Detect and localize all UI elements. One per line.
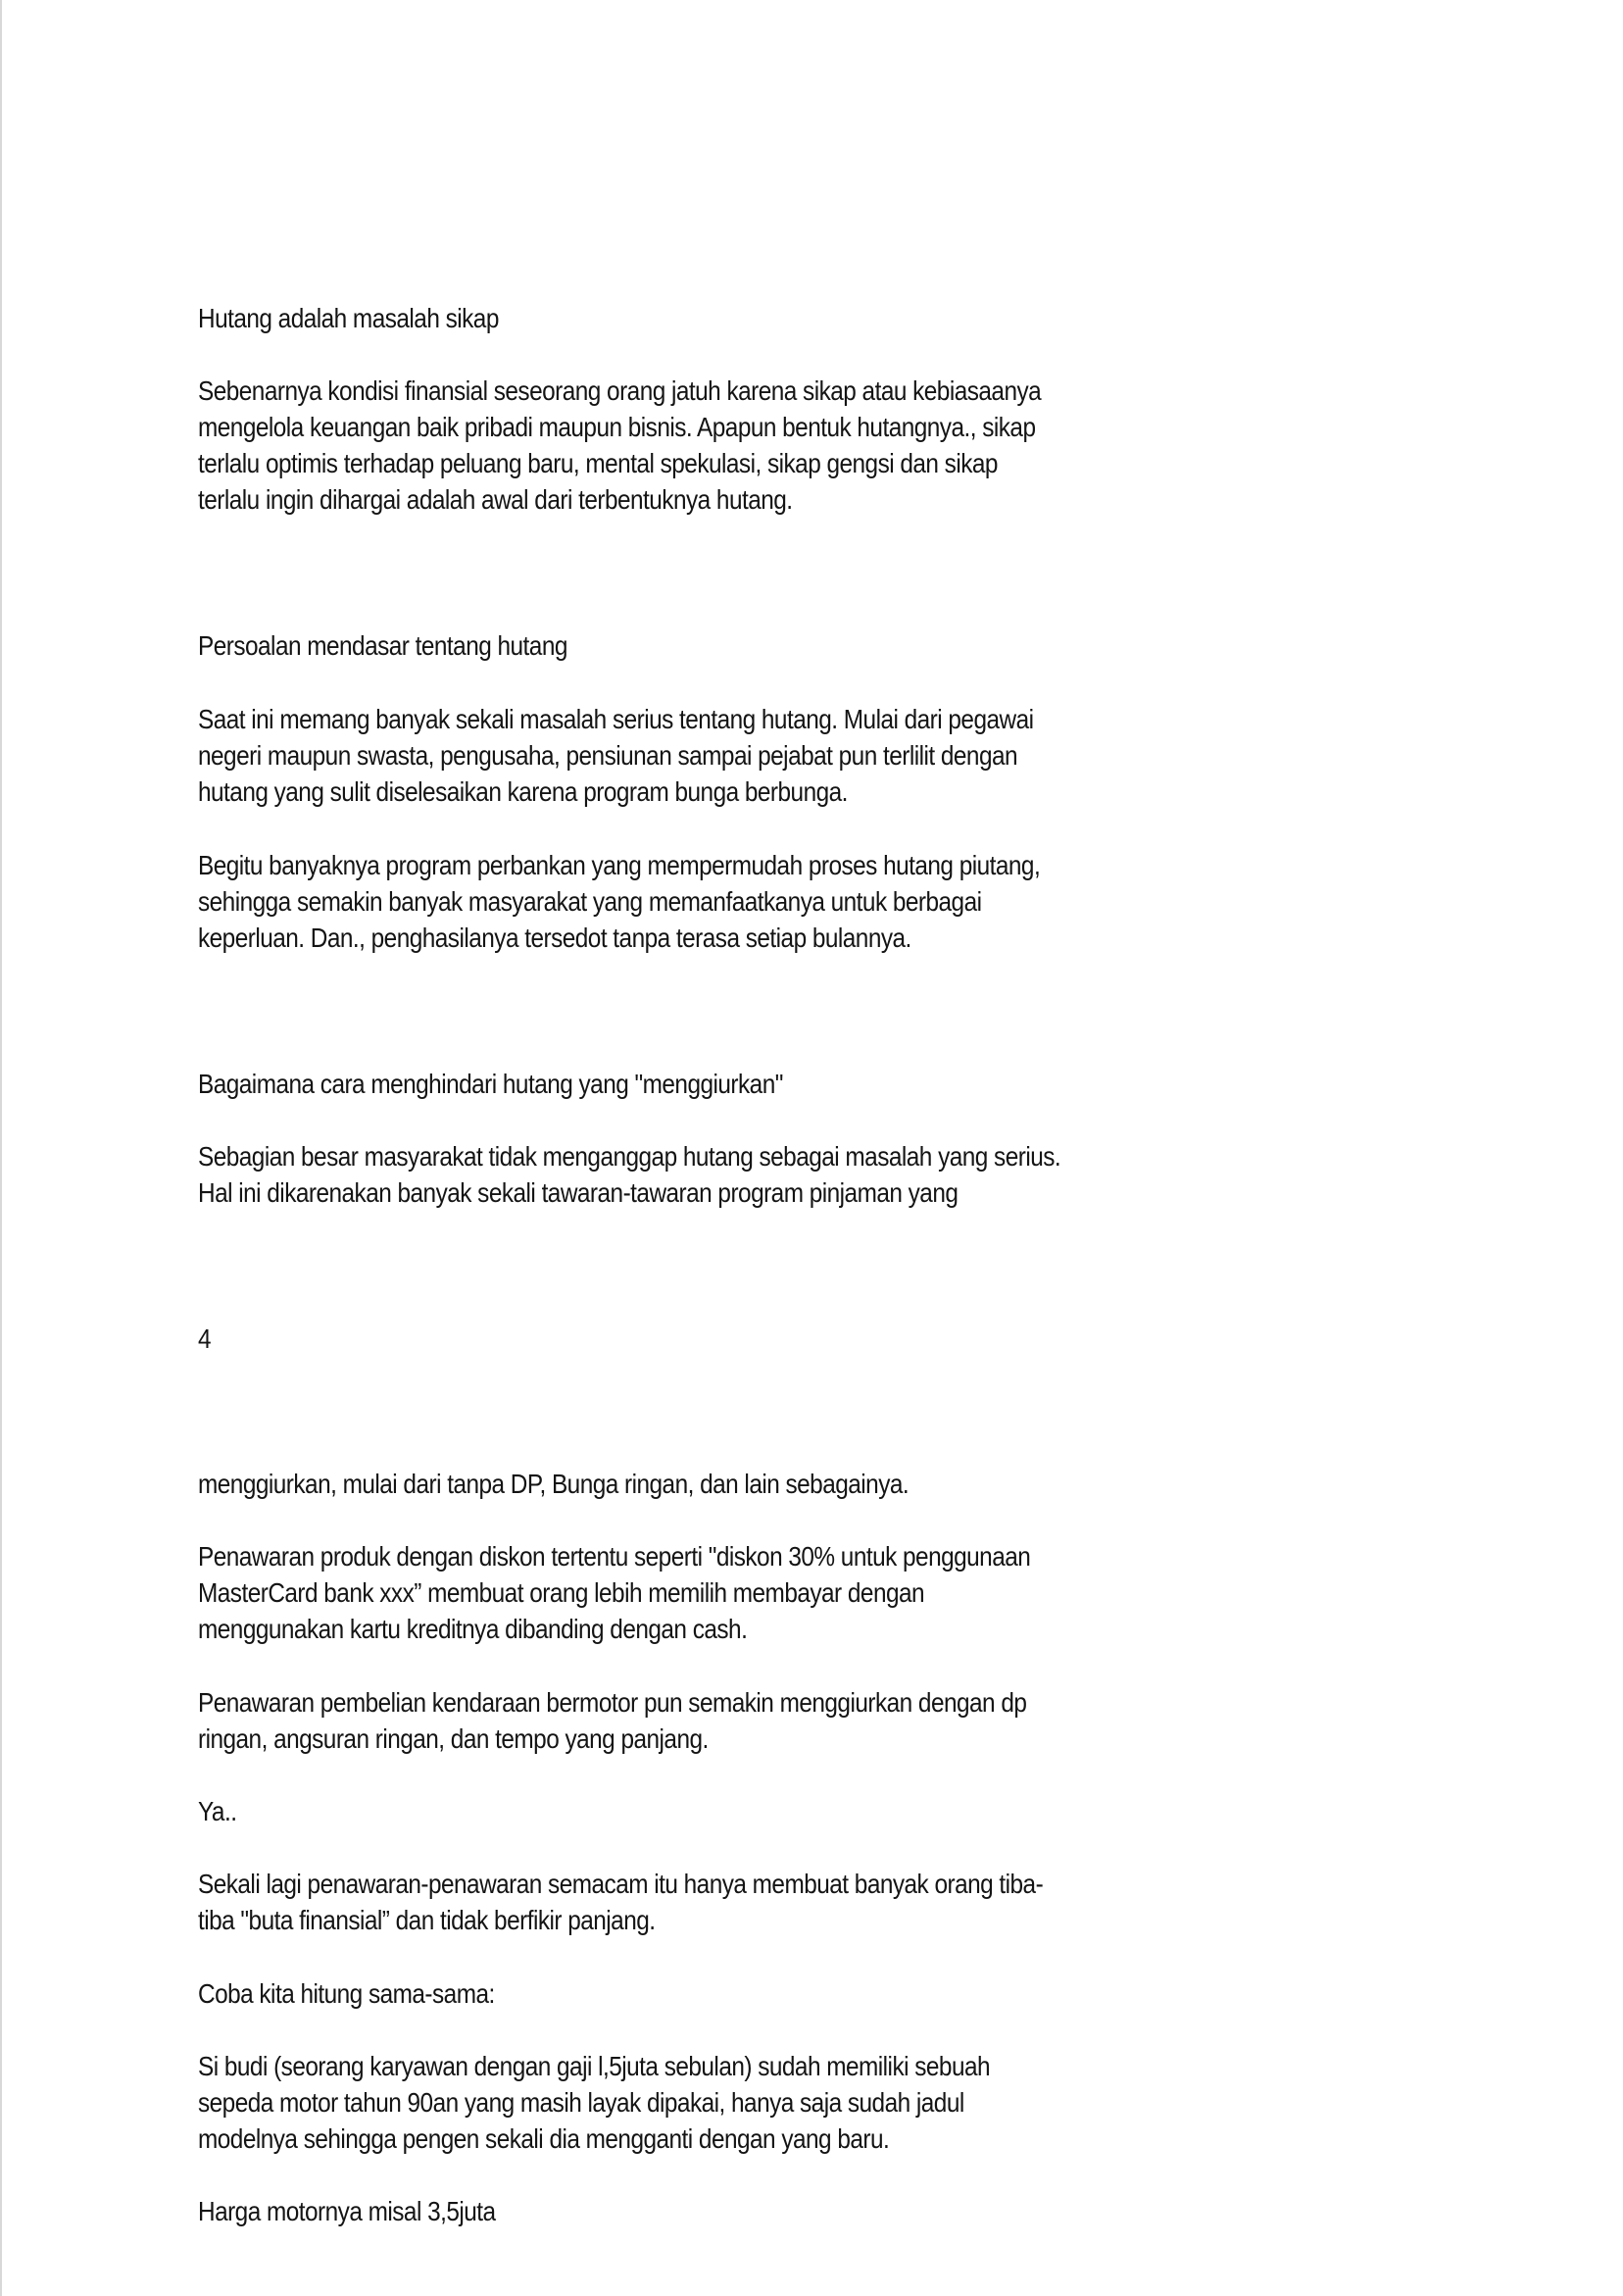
section-heading: Hutang adalah masalah sikap <box>198 303 499 333</box>
paragraph: Coba kita hitung sama-sama: <box>198 1978 495 2009</box>
page-number: 4 <box>198 1323 212 1354</box>
paragraph: Saat ini memang banyak sekali masalah serius tentang hutang. Mulai dari pegawai negeri maupun swasta, pengusaha, pensiunan sampai pejabat pun terlilit dengan hutang yang sulit diselesaikan karena program bunga berbunga. <box>198 704 1034 807</box>
paragraph: Sebenarnya kondisi finansial seseorang orang jatuh karena sikap atau kebiasaanya mengelola keuangan baik pribadi maupun bisnis. Apapun bentuk hutangnya., sikap terlalu optimis terhadap peluang baru, mental spekulasi, sikap gengsi dan sikap terlalu ingin dihargai adalah awal dari terbentuknya hutang. <box>198 375 1042 515</box>
paragraph: Sebagian besar masyarakat tidak menganggap hutang sebagai masalah yang serius. Hal ini dikarenakan banyak sekali tawaran-tawaran program pinjaman yang <box>198 1141 1061 1208</box>
paragraph: menggiurkan, mulai dari tanpa DP, Bunga ringan, dan lain sebagainya. <box>198 1469 910 1499</box>
paragraph: Harga motornya misal 3,5juta <box>198 2196 496 2226</box>
paragraph: Sekali lagi penawaran-penawaran semacam itu hanya membuat banyak orang tiba- tiba "buta finansial” dan tidak berfikir panjang. <box>198 1869 1044 1935</box>
paragraph: Si budi (seorang karyawan dengan gaji l,5juta sebulan) sudah memiliki sebuah sepeda motor tahun 90an yang masih layak dipakai, hanya saja sudah jadul modelnya sehingga pengen sekali dia mengganti dengan yang baru. <box>198 2051 991 2154</box>
paragraph: Penawaran produk dengan diskon tertentu seperti "diskon 30% untuk penggunaan MasterCard bank xxx” membuat orang lebih memilih membayar dengan menggunakan kartu kreditnya dibanding dengan cash. <box>198 1541 1031 1644</box>
section-heading: Bagaimana cara menghindari hutang yang "menggiurkan" <box>198 1069 783 1099</box>
paragraph: Penawaran pembelian kendaraan bermotor pun semakin menggiurkan dengan dp ringan, angsuran ringan, dan tempo yang panjang. <box>198 1687 1027 1754</box>
paragraph: Begitu banyaknya program perbankan yang mempermudah proses hutang piutang, sehingga semakin banyak masyarakat yang memanfaatkanya untuk berbagai keperluan. Dan., penghasilanya tersedot tanpa terasa setiap bulannya. <box>198 850 1041 953</box>
page-edge <box>0 0 2 2296</box>
section-heading: Persoalan mendasar tentang hutang <box>198 630 567 661</box>
paragraph: Ya.. <box>198 1796 237 1826</box>
